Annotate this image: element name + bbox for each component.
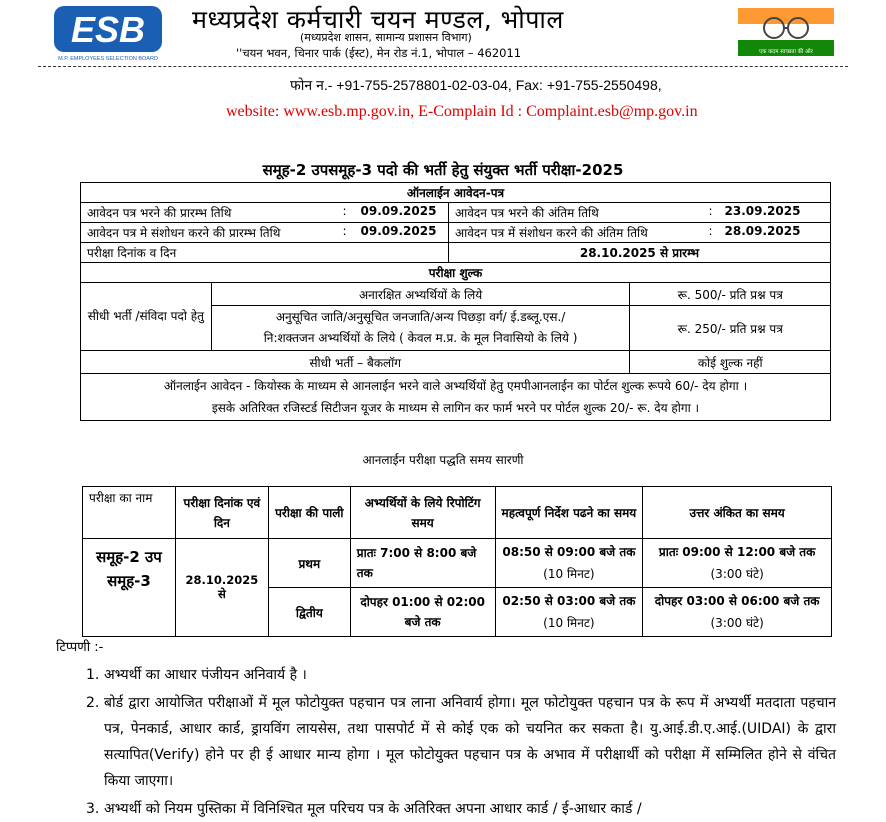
exam-date-value: 28.10.2025 से प्रारम्भ: [449, 243, 831, 263]
edit-start-label: आवेदन पत्र मे संशोधन करने की प्रारम्भ तिथि: [87, 226, 281, 240]
header-reporting: अभ्यर्थियों के लिये रिपोटिंग समय: [350, 487, 495, 539]
divider: [38, 66, 848, 67]
edit-end-label: आवेदन पत्र में संशोधन करने की अंतिम तिथि: [455, 226, 648, 240]
shift-2-instructions: [495, 588, 643, 637]
notes-section: [56, 638, 836, 822]
exam-name: समूह-2 उप समूह-3: [83, 539, 176, 637]
org-sub: (मध्यप्रदेश शासन, सामान्य प्रशासन विभाग): [300, 31, 472, 44]
edit-start-row: [81, 223, 449, 243]
backlog-fee: कोई शुल्क नहीं: [630, 351, 831, 374]
note-text: अभ्यर्थी का आधार पंजीयन अनिवार्य है ।: [104, 667, 307, 683]
exam-date: 28.10.2025 से: [175, 539, 268, 637]
shift-1-instr-time: 08:50 से 09:00 बजे तक: [502, 545, 636, 559]
shift-1-reporting: प्रातः 7:00 से 8:00 बजे तक: [350, 539, 495, 588]
portal-note-line1: ऑनलाईन आवेदन - कियोस्क के माध्यम से आनलाईन भरने वाले अभ्यर्थियों हेतु एमपीआनलाईन का पोर्टल शुल्क रूपये 60/- देय होगा ।: [163, 379, 748, 393]
shift-2-answer: [643, 588, 832, 637]
notes-heading: टिप्पणी :-: [56, 640, 104, 655]
header-exam-date: परीक्षा दिनांक एवं दिन: [175, 487, 268, 539]
header-exam-name: परीक्षा का नाम: [83, 487, 176, 539]
shift-1-instr-duration: (10 मिनट): [543, 567, 595, 581]
note-number: 3.: [86, 801, 100, 817]
reserved-label-line1: अनुसूचित जाति/अनुसूचित जनजाति/अन्य पिछड़ा वर्ग/ ई.डब्लू.एस./: [275, 310, 566, 324]
fee-group-label: सीधी भर्ती /संविदा पदो हेतु: [81, 283, 212, 351]
shift-1-instructions: [495, 539, 643, 588]
shift-2-answer-duration: (3:00 घंटे): [710, 616, 764, 630]
schedule-caption: आनलाईन परीक्षा पद्धति समय सारणी: [362, 453, 524, 467]
esb-logo: [52, 4, 164, 66]
exam-date-label: परीक्षा दिनांक व दिन: [81, 243, 449, 263]
reserved-fee-value: रू. 250/- प्रति प्रश्न पत्र: [630, 306, 831, 351]
shift-2-answer-time: दोपहर 03:00 से 06:00 बजे तक: [654, 594, 820, 608]
colon: :: [342, 224, 347, 238]
shift-1-answer-time: प्रातः 09:00 से 12:00 बजे तक: [658, 545, 816, 559]
reserved-fee-label: [211, 306, 630, 351]
edit-start-value: 09.09.2025: [360, 224, 437, 238]
portal-note-line2: इसके अतिरिक्त रजिस्टर्ड सिटीजन यूजर के माध्यम से लागिन कर फार्म भरने पर पोर्टल शुल्क 20/- रू. देय होगा ।: [211, 401, 700, 415]
header-answer: उत्तर अंकित का समय: [643, 487, 832, 539]
page-title: समूह-2 उपसमूह-3 पदो की भर्ती हेतु संयुक्त भर्ती परीक्षा-2025: [262, 161, 624, 179]
form-start-row: [81, 203, 449, 223]
edit-end-value: 28.09.2025: [724, 224, 801, 238]
note-text: बोर्ड द्वारा आयोजित परीक्षाओं में मूल फोटोयुक्त पहचान पत्र लाना अनिवार्य होगा। मूल फोटोयुक्त पहचान पत्र के रूप में अभ्यर्थी मतदाता पहचान पत्र, पेनकार्ड, आधार कार्ड, ड्रायविंग लायसेस, तथा पासपोर्ट में से कोई एक को चयनित कर सकता है। यु.आई.डी.ए.आई.(UIDAI) के द्वारा सत्यापित(Verify) होने पर ही ई आधार मान्य होगा । मूल फोटोयुक्त पहचान पत्र के अभाव में परीक्षार्थी को परीक्षा में सम्मिलित होने से वंचित किया जाएगा।: [104, 695, 836, 789]
shift-1-answer-duration: (3:00 घंटे): [710, 567, 764, 581]
end-date-value: 23.09.2025: [724, 204, 801, 218]
shift-2-reporting: दोपहर 01:00 से 02:00 बजे तक: [350, 588, 495, 637]
colon: :: [342, 204, 347, 218]
general-fee-value: रू. 500/- प्रति प्रश्न पत्र: [630, 283, 831, 306]
letterhead: [0, 0, 886, 70]
note-item: [56, 662, 836, 688]
application-table: [80, 182, 831, 421]
shift-1-answer: [643, 539, 832, 588]
note-text: अभ्यर्थी को नियम पुस्तिका में विनिश्चित मूल परिचय पत्र के अतिरिक्त अपना आधार कार्ड / ई-आधार कार्ड /: [104, 801, 642, 817]
note-item: [56, 690, 836, 794]
logo-caption: M.P. EMPLOYEES SELECTION BOARD: [58, 56, 158, 62]
form-end-row: [449, 203, 831, 223]
org-address: ''चयन भवन, चिनार पार्क (ईस्ट), मेन रोड नं.1, भोपाल – 462011: [236, 46, 522, 60]
shift-2-instr-duration: (10 मिनट): [543, 616, 595, 630]
colon: :: [708, 224, 713, 238]
colon: :: [708, 204, 713, 218]
shift-2-instr-time: 02:50 से 03:00 बजे तक: [502, 594, 636, 608]
swachh-bharat-logo: [738, 8, 834, 56]
header-instructions: महत्वपूर्ण निर्देश पढने का समय: [495, 487, 643, 539]
online-form-heading: ऑनलाईन आवेदन-पत्र: [81, 183, 831, 203]
end-date-label: आवेदन पत्र भरने की अंतिम तिथि: [455, 206, 599, 220]
header-shift: परीक्षा की पाली: [268, 487, 350, 539]
fee-heading: परीक्षा शुल्क: [81, 263, 831, 283]
right-logo-caption: एक कदम स्वच्छता की ओर: [759, 49, 813, 55]
shift-1-name: प्रथम: [268, 539, 350, 588]
shift-2-name: द्वितीय: [268, 588, 350, 637]
note-number: 1.: [86, 667, 100, 683]
org-name: मध्यप्रदेश कर्मचारी चयन मण्डल, भोपाल: [192, 5, 564, 34]
portal-fee-note: [81, 374, 831, 421]
edit-end-row: [449, 223, 831, 243]
note-item: [56, 796, 836, 822]
backlog-label: सीधी भर्ती – बैकलॉग: [81, 351, 630, 374]
schedule-table: [82, 486, 832, 637]
reserved-label-line2: नि:शक्तजन अभ्यर्थियों के लिये ( केवल म.प्र. के मूल निवासियो के लिये ): [263, 331, 578, 345]
contact-phone: फोन न.- +91-755-2578801-02-03-04, Fax: +91-755-2550498,: [290, 77, 662, 93]
logo-text: ESB: [70, 9, 146, 50]
start-date-label: आवेदन पत्र भरने की प्रारम्भ तिथि: [87, 206, 232, 220]
general-fee-label: अनारक्षित अभ्यर्थियों के लिये: [211, 283, 630, 306]
note-number: 2.: [86, 695, 100, 711]
start-date-value: 09.09.2025: [360, 204, 437, 218]
contact-website[interactable]: website: www.esb.mp.gov.in, E-Complain Id : Complaint.esb@mp.gov.in: [226, 103, 698, 120]
